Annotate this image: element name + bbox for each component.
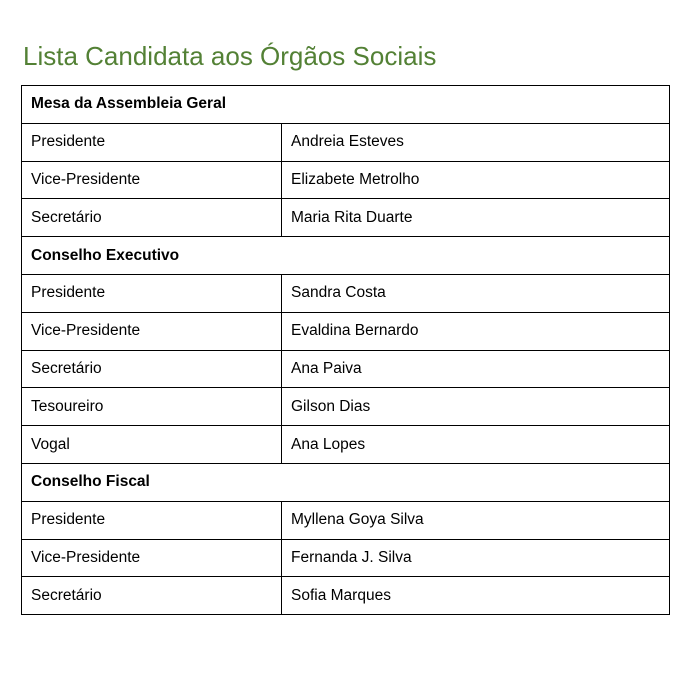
name-cell: Andreia Esteves <box>282 123 670 161</box>
section-header-row <box>22 237 670 275</box>
role-cell: Vogal <box>22 426 282 464</box>
table-row <box>22 312 670 350</box>
table-row <box>22 350 670 388</box>
role-cell: Presidente <box>22 274 282 312</box>
name-cell: Gilson Dias <box>282 388 670 426</box>
name-cell: Fernanda J. Silva <box>282 539 670 577</box>
table-row <box>22 388 670 426</box>
name-cell: Elizabete Metrolho <box>282 161 670 199</box>
table-row <box>22 501 670 539</box>
page-title: Lista Candidata aos Órgãos Sociais <box>23 41 437 71</box>
name-cell: Ana Lopes <box>282 426 670 464</box>
table-row <box>22 274 670 312</box>
section-heading: Mesa da Assembleia Geral <box>22 86 670 124</box>
name-cell: Sofia Marques <box>282 577 670 615</box>
role-cell: Secretário <box>22 199 282 237</box>
section-heading: Conselho Executivo <box>22 237 670 275</box>
table-row <box>22 577 670 615</box>
name-cell: Maria Rita Duarte <box>282 199 670 237</box>
table-row <box>22 123 670 161</box>
role-cell: Secretário <box>22 577 282 615</box>
section-header-row <box>22 463 670 501</box>
section-heading: Conselho Fiscal <box>22 463 670 501</box>
role-cell: Presidente <box>22 123 282 161</box>
role-cell: Secretário <box>22 350 282 388</box>
role-cell: Vice-Presidente <box>22 539 282 577</box>
name-cell: Ana Paiva <box>282 350 670 388</box>
role-cell: Vice-Presidente <box>22 312 282 350</box>
role-cell: Tesoureiro <box>22 388 282 426</box>
name-cell: Sandra Costa <box>282 274 670 312</box>
role-cell: Presidente <box>22 501 282 539</box>
table-row <box>22 426 670 464</box>
table-row <box>22 199 670 237</box>
section-header-row <box>22 86 670 124</box>
role-cell: Vice-Presidente <box>22 161 282 199</box>
table-row <box>22 539 670 577</box>
table-row <box>22 161 670 199</box>
candidate-list-table <box>21 85 670 615</box>
name-cell: Myllena Goya Silva <box>282 501 670 539</box>
name-cell: Evaldina Bernardo <box>282 312 670 350</box>
